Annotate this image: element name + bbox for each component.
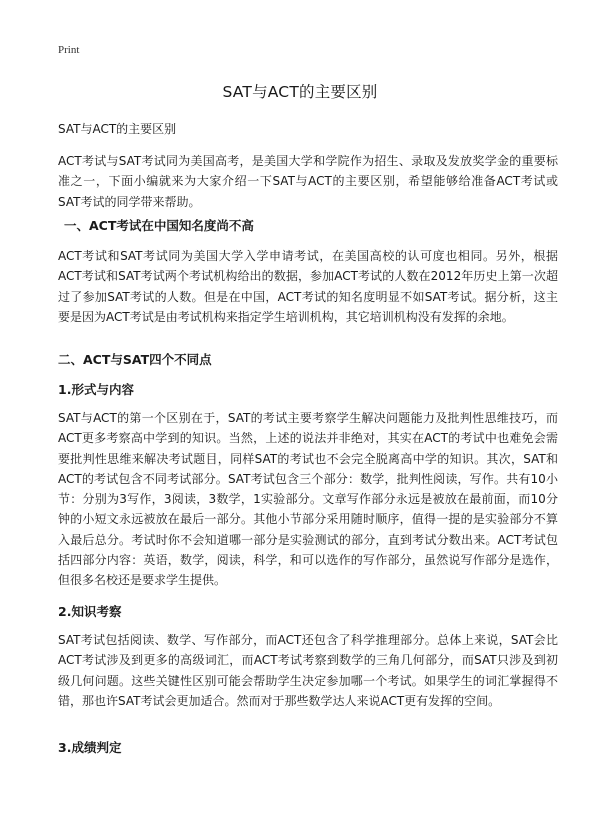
subsection-1-body: SAT与ACT的第一个区别在于，SAT的考试主要考察学生解决问题能力及批判性思维技巧，而ACT更多考察高中学到的知识。当然，上述的说法并非绝对，其实在ACT的考试中也难免会需要批判性思维来解决考试题目，同样SAT的考试也不会完全脱离高中学的知识。其次，SAT和ACT的考试包含不同考试部分。SAT考试包含三个部分：数学，批判性阅读，写作。共有10小节：分别为3写作，3阅读，3数学，1实验部分。文章写作部分永远是被放在最前面，而10分钟的小短文永远被放在最后一部分。其他小节部分采用随时顺序，值得一提的是实验部分不算入最后总分。考试时你不会知道哪一部分是实验测试的部分，直到考试分数出来。ACT考试包括四部分内容：英语，数学，阅读，科学，和可以选作的写作部分，虽然说写作部分是选作，但很多名校还是要求学生提供。 [58, 411, 558, 588]
subsection-2-body: SAT考试包括阅读、数学、写作部分，而ACT还包含了科学推理部分。总体上来说，SAT会比ACT考试涉及到更多的高级词汇，而ACT考试考察到数学的三角几何部分，而SAT只涉及到初级几何问题。这些关键性区别可能会帮助学生决定参加哪一个考试。如果学生的词汇掌握得不错，那也许SAT考试会更加适合。然而对于那些数学达人来说ACT更有发挥的空间。 [58, 633, 558, 708]
section-2-heading: 二、ACT与SAT四个不同点 [58, 352, 212, 367]
document-title: SAT与ACT的主要区别 [222, 83, 378, 101]
subsection-2-heading: 2.知识考察 [58, 604, 122, 619]
section-1-heading: 一、ACT考试在中国知名度尚不高 [64, 218, 254, 233]
section-1-body: ACT考试和SAT考试同为美国大学入学申请考试，在美国高校的认可度也相同。另外，根据ACT考试和SAT考试两个考试机构给出的数据，参加ACT考试的人数在2012年历史上第一次超过了参加SAT考试的人数。但是在中国，ACT考试的知名度明显不如SAT考试。据分析，这主要是因为ACT考试是由考试机构来指定学生培训机构，其它培训机构没有发挥的余地。 [58, 249, 558, 324]
subsection-3-heading: 3.成绩判定 [58, 740, 122, 755]
document-subtitle: SAT与ACT的主要区别 [58, 122, 177, 136]
intro-paragraph: ACT考试与SAT考试同为美国高考，是美国大学和学院作为招生、录取及发放奖学金的重要标准之一，下面小编就来为大家介绍一下SAT与ACT的主要区别，希望能够给准备ACT考试或SAT考试的同学带来帮助。 [58, 154, 558, 209]
subsection-1-heading: 1.形式与内容 [58, 382, 134, 397]
print-label[interactable]: Print [58, 44, 80, 56]
